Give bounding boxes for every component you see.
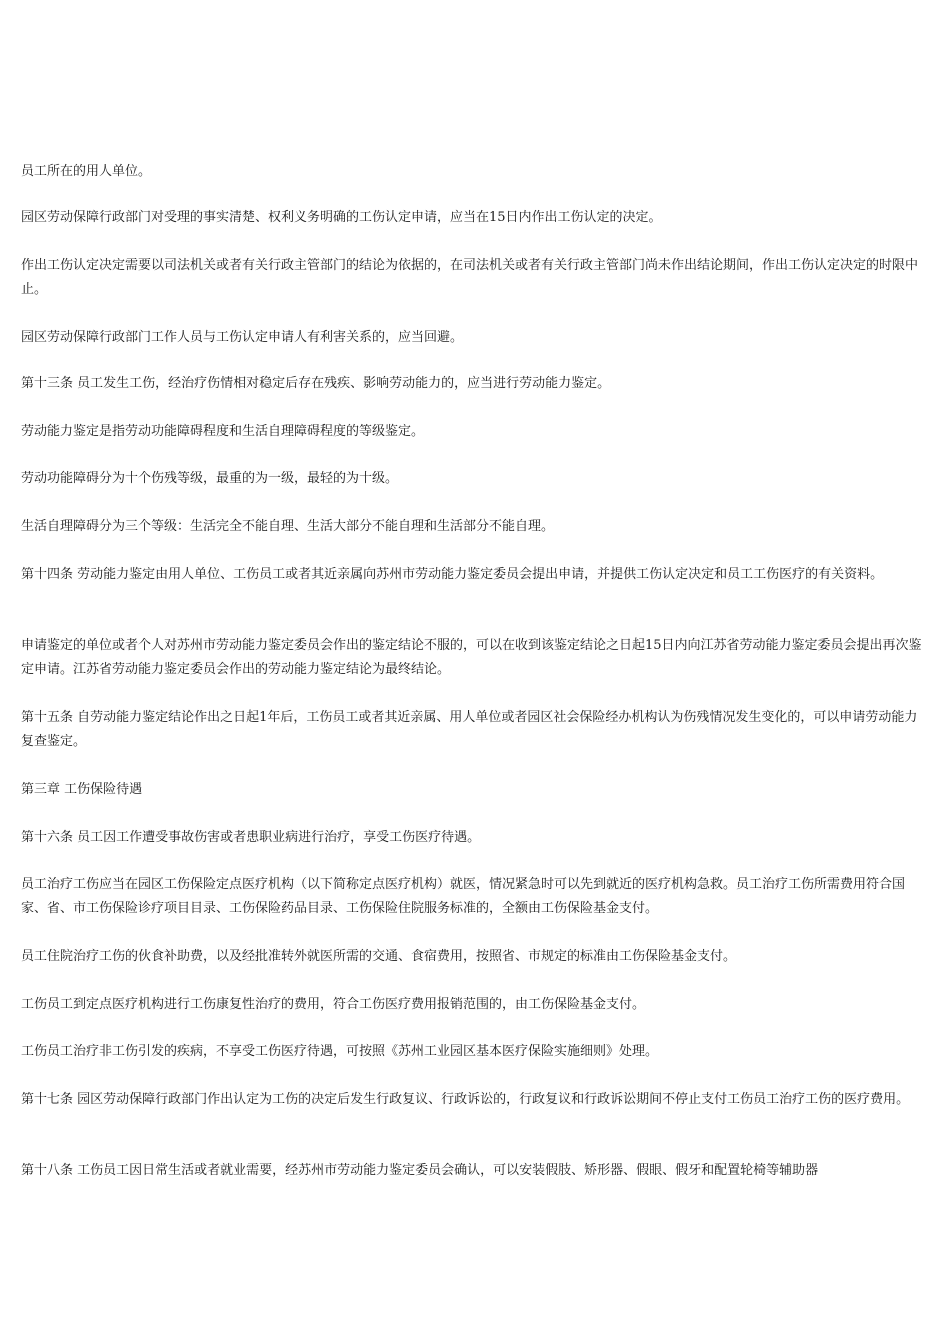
- paragraph: 员工所在的用人单位。: [21, 164, 152, 179]
- article-paragraph: 第十八条 工伤员工因日常生活或者就业需要，经苏州市劳动能力鉴定委员会确认，可以安装假肢、矫形器、假眼、假牙和配置轮椅等辅助器: [21, 1163, 819, 1178]
- paragraph: 作出工伤认定决定需要以司法机关或者有关行政主管部门的结论为依据的，在司法机关或者有关行政主管部门尚未作出结论期间，作出工伤认定决定的时限中止。: [21, 258, 919, 297]
- paragraph: 劳动能力鉴定是指劳动功能障碍程度和生活自理障碍程度的等级鉴定。: [21, 424, 425, 439]
- paragraph: 生活自理障碍分为三个等级：生活完全不能自理、生活大部分不能自理和生活部分不能自理。: [21, 519, 555, 534]
- paragraph: 员工治疗工伤应当在园区工伤保险定点医疗机构（以下简称定点医疗机构）就医，情况紧急时可以先到就近的医疗机构急救。员工治疗工伤所需费用符合国家、省、市工伤保险诊疗项目目录、工伤保险药品目录、工伤保险住院服务标准的，全额由工伤保险基金支付。: [21, 877, 906, 916]
- chapter-heading: 第三章 工伤保险待遇: [21, 782, 143, 797]
- paragraph: 园区劳动保障行政部门对受理的事实清楚、权利义务明确的工伤认定申请，应当在15日内作出工伤认定的决定。: [21, 210, 662, 225]
- article-paragraph: 第十六条 员工因工作遭受事故伤害或者患职业病进行治疗，享受工伤医疗待遇。: [21, 830, 481, 845]
- article-paragraph: 第十四条 劳动能力鉴定由用人单位、工伤员工或者其近亲属向苏州市劳动能力鉴定委员会提出申请，并提供工伤认定决定和员工工伤医疗的有关资料。: [21, 567, 884, 582]
- paragraph: 申请鉴定的单位或者个人对苏州市劳动能力鉴定委员会作出的鉴定结论不服的，可以在收到该鉴定结论之日起15日内向江苏省劳动能力鉴定委员会提出再次鉴定申请。江苏省劳动能力鉴定委员会作出的劳动能力鉴定结论为最终结论。: [21, 638, 922, 677]
- article-paragraph: 第十五条 自劳动能力鉴定结论作出之日起1年后，工伤员工或者其近亲属、用人单位或者园区社会保险经办机构认为伤残情况发生变化的，可以申请劳动能力复查鉴定。: [21, 710, 918, 749]
- paragraph: 工伤员工治疗非工伤引发的疾病，不享受工伤医疗待遇，可按照《苏州工业园区基本医疗保险实施细则》处理。: [21, 1044, 659, 1059]
- article-paragraph: 第十七条 园区劳动保障行政部门作出认定为工伤的决定后发生行政复议、行政诉讼的，行政复议和行政诉讼期间不停止支付工伤员工治疗工伤的医疗费用。: [21, 1092, 910, 1107]
- paragraph: 员工住院治疗工伤的伙食补助费，以及经批准转外就医所需的交通、食宿费用，按照省、市规定的标准由工伤保险基金支付。: [21, 949, 737, 964]
- paragraph: 工伤员工到定点医疗机构进行工伤康复性治疗的费用，符合工伤医疗费用报销范围的，由工伤保险基金支付。: [21, 997, 646, 1012]
- paragraph: 园区劳动保障行政部门工作人员与工伤认定申请人有利害关系的，应当回避。: [21, 330, 464, 345]
- article-paragraph: 第十三条 员工发生工伤，经治疗伤情相对稳定后存在残疾、影响劳动能力的，应当进行劳动能力鉴定。: [21, 376, 611, 391]
- paragraph: 劳动功能障碍分为十个伤残等级，最重的为一级，最轻的为十级。: [21, 471, 399, 486]
